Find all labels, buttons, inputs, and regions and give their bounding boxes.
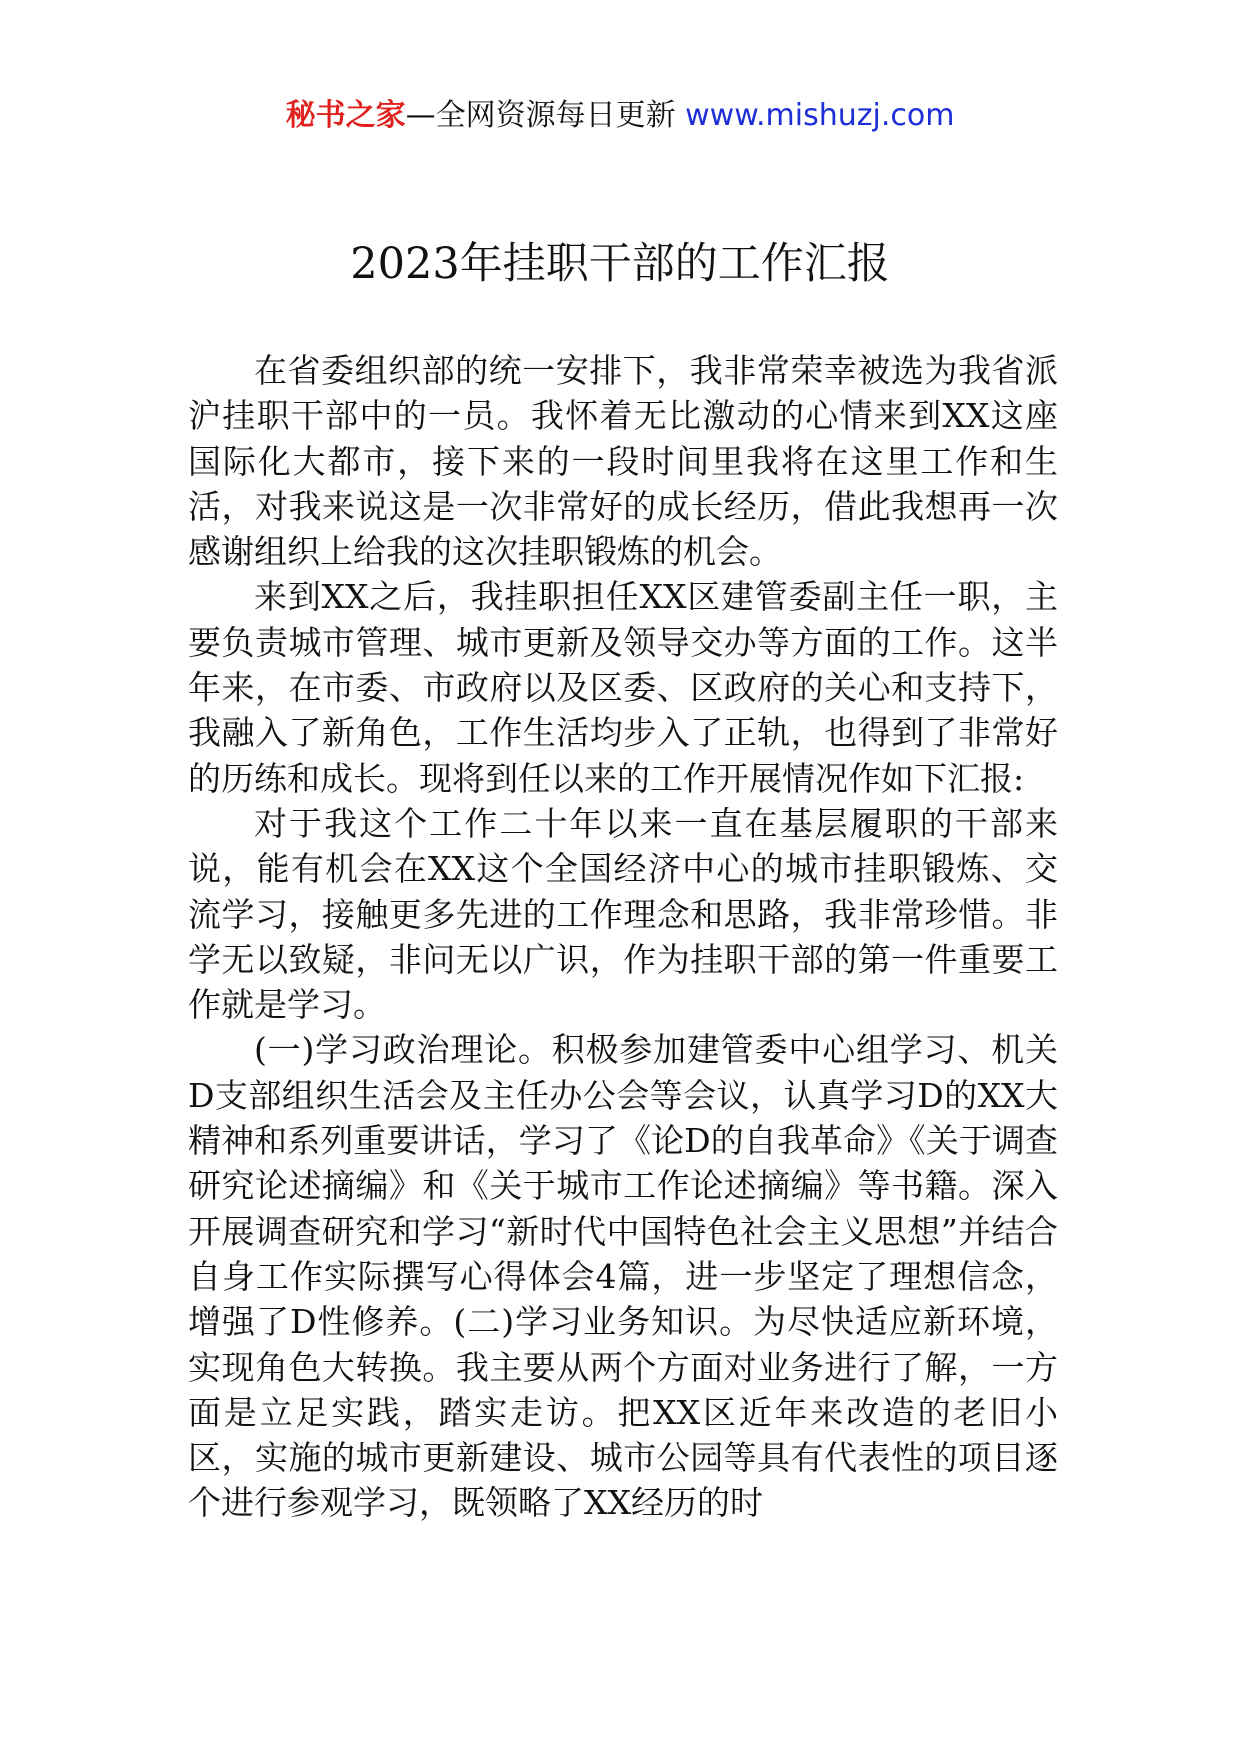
brand-name: 秘书之家 [285, 98, 406, 133]
paragraph: 在省委组织部的统一安排下，我非常荣幸被选为我省派沪挂职干部中的一员。我怀着无比激动的心情来到XX这座国际化大都市，接下来的一段时间里我将在这里工作和生活，对我来说这是一次非常好的成长经历，借此我想再一次感谢组织上给我的这次挂职锻炼的机会。 [188, 351, 1058, 572]
header-tagline: —全网资源每日更新 [405, 98, 686, 133]
document-title: 2023年挂职干部的工作汇报 [350, 239, 890, 289]
paragraph: 对于我这个工作二十年以来一直在基层履职的干部来说，能有机会在XX这个全国经济中心的城市挂职锻炼、交流学习，接触更多先进的工作理念和思路，我非常珍惜。非学无以致疑，非问无以广识，作为挂职干部的第一件重要工作就是学习。 [188, 803, 1058, 1025]
paragraph: (一)学习政治理论。积极参加建管委中心组学习、机关D支部组织生活会及主任办公会等会议，认真学习D的XX大精神和系列重要讲话，学习了《论D的自我革命》《关于调查研究论述摘编》和《关于城市工作论述摘编》等书籍。深入开展调查研究和学习“新时代中国特色社会主义思想”并结合自身工作实际撰写心得体会4篇，进一步坚定了理想信念，增强了D性修养。(二)学习业务知识。为尽快适应新环境，实现角色大转换。我主要从两个方面对业务进行了解，一方面是立足实践，踏实走访。把XX区近年来改造的老旧小区，实施的城市更新建设、城市公园等具有代表性的项目逐个进行参观学习，既领略了XX经历的时 [188, 1030, 1058, 1523]
paragraph: 来到XX之后，我挂职担任XX区建管委副主任一职，主要负责城市管理、城市更新及领导交办等方面的工作。这半年来，在市委、市政府以及区委、区政府的关心和支持下，我融入了新角色，工作生活均步入了正轨，也得到了非常好的历练和成长。现将到任以来的工作开展情况作如下汇报: [188, 577, 1058, 798]
document-body [188, 348, 1058, 1526]
site-header [0, 96, 1240, 136]
header-url-link[interactable]: www.mishuzj.com [685, 98, 955, 133]
